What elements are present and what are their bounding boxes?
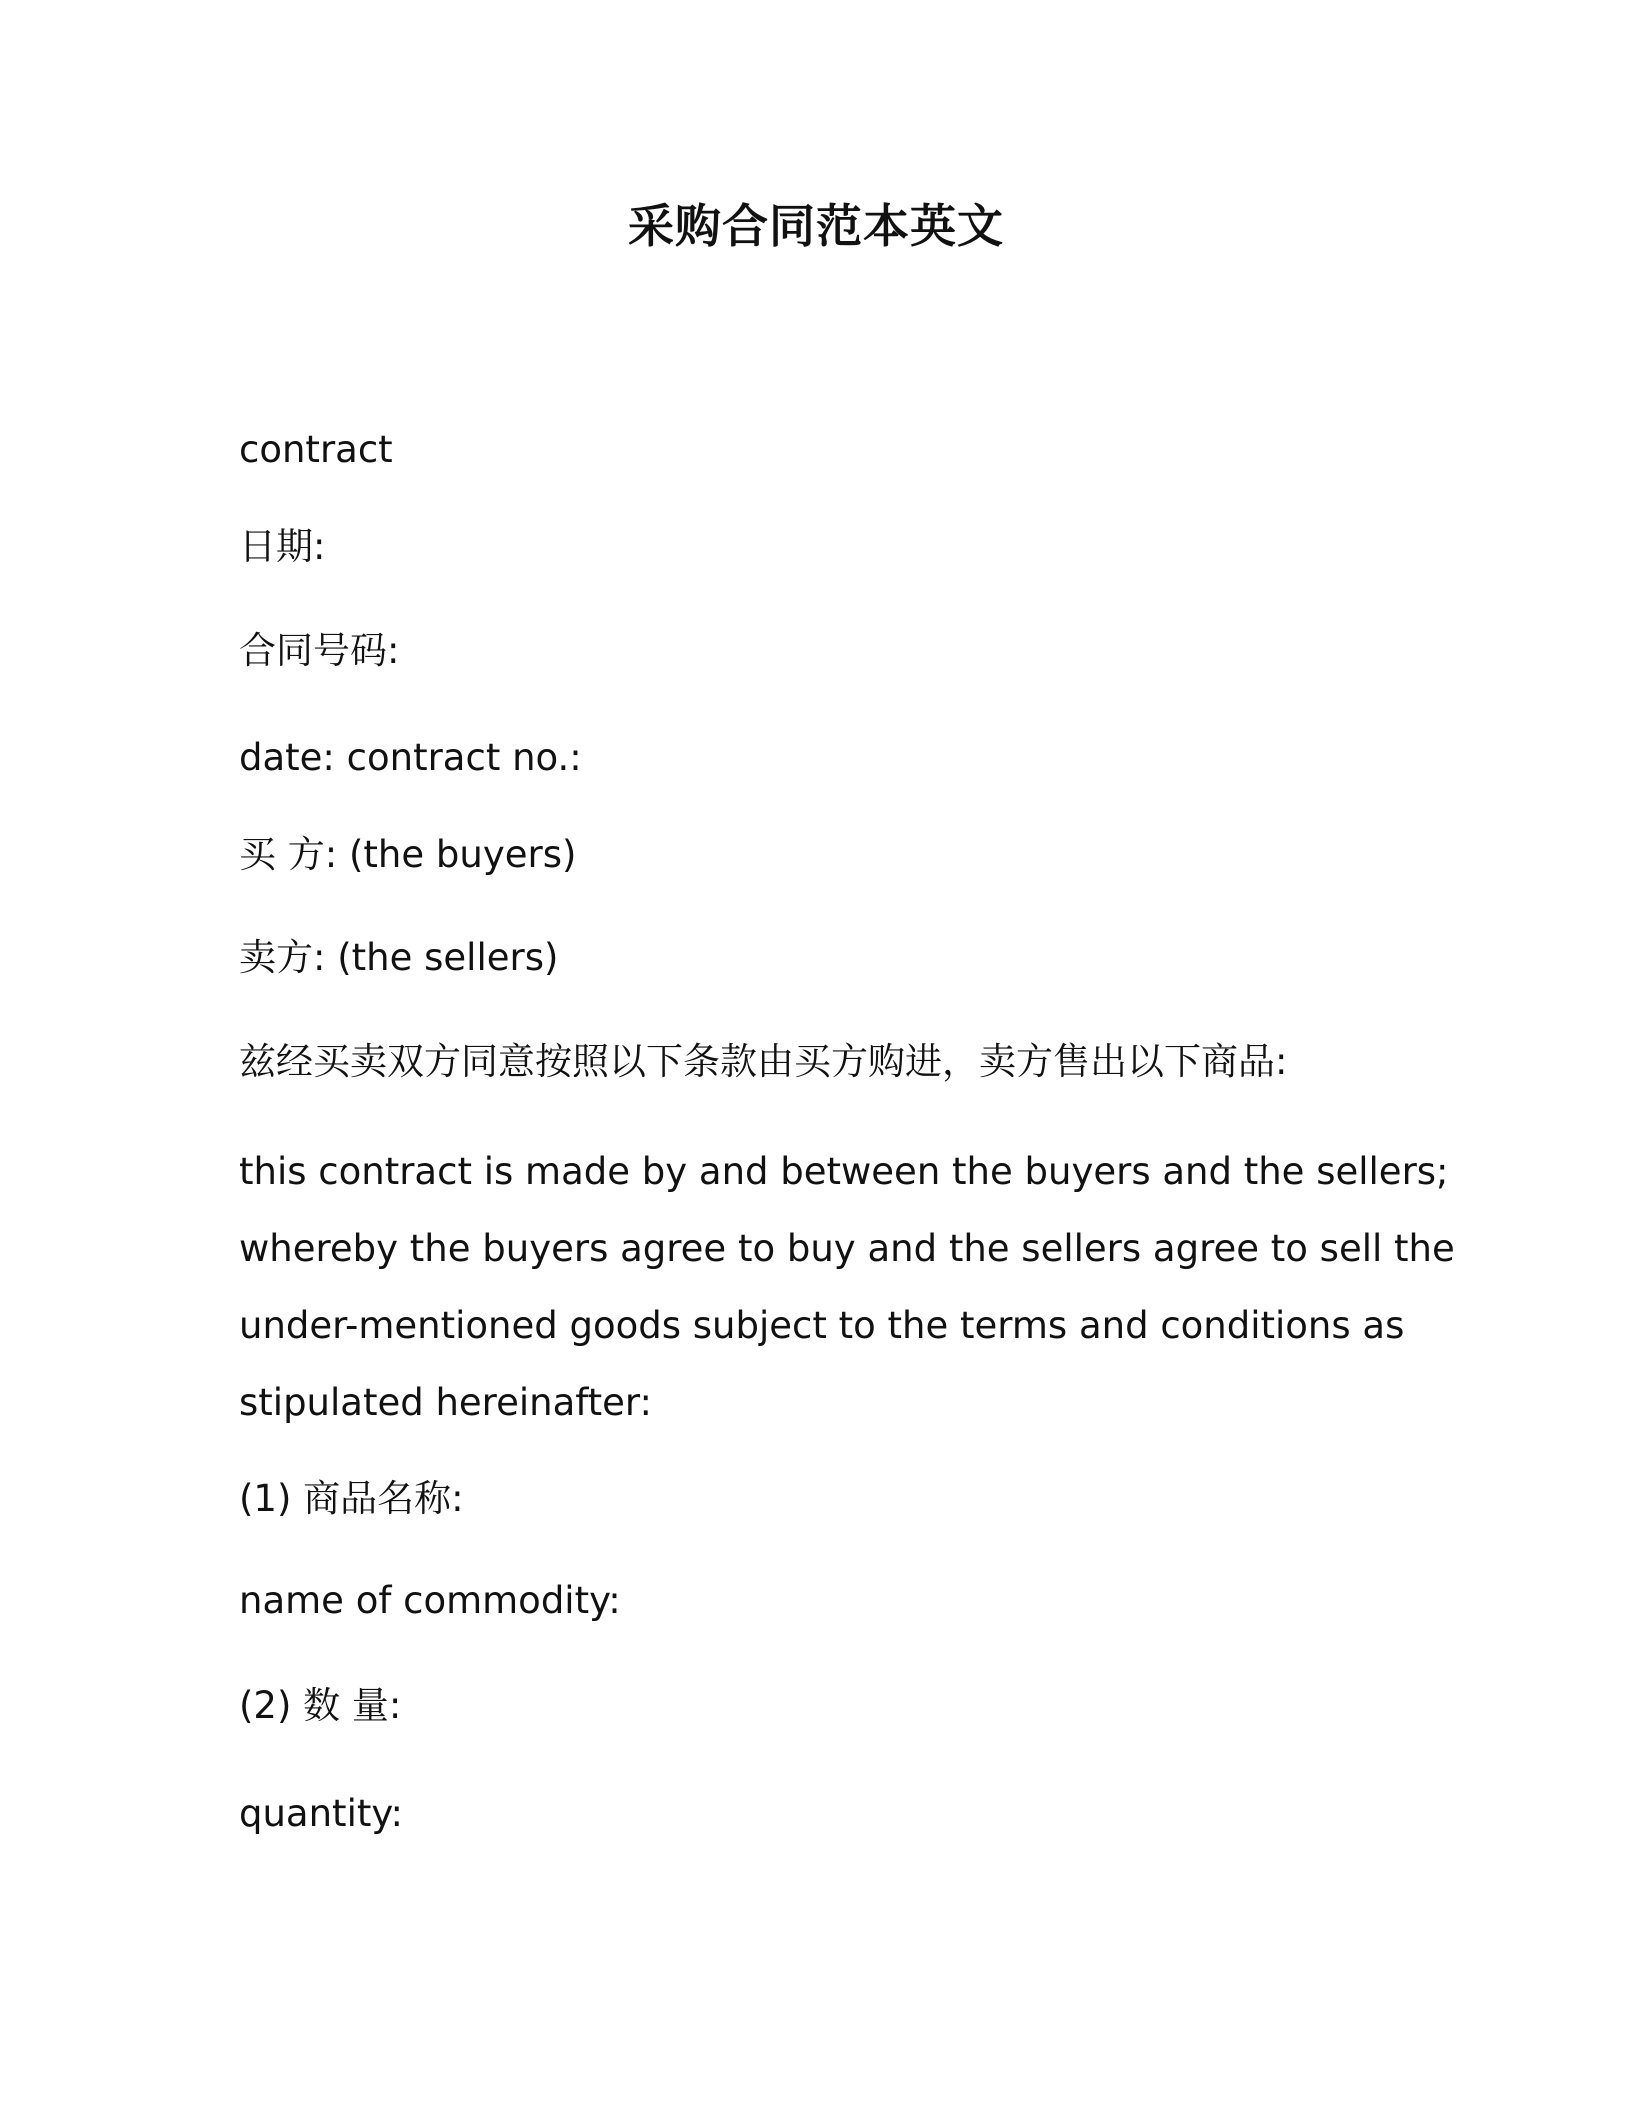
quantity-label-cn: (2) 数 量: [239, 1684, 402, 1727]
agreement-statement-cn: 兹经买卖双方同意按照以下条款由买方购进，卖方售出以下商品: [239, 1040, 1288, 1083]
quantity-label-en: quantity: [239, 1792, 404, 1835]
contract-paragraph-en [239, 1133, 1455, 1441]
paragraph-line: whereby the buyers agree to buy and the sellers agree to sell the [239, 1227, 1455, 1270]
commodity-name-label-cn: (1) 商品名称: [239, 1477, 464, 1520]
buyers-label: 买 方: (the buyers) [239, 833, 577, 876]
sellers-label: 卖方: (the sellers) [239, 936, 559, 979]
contract-heading: contract [239, 428, 393, 471]
commodity-name-label-en: name of commodity: [239, 1579, 621, 1622]
paragraph-line: under-mentioned goods subject to the terms and conditions as [239, 1304, 1405, 1347]
paragraph-line: this contract is made by and between the buyers and the sellers; [239, 1150, 1449, 1193]
page-title: 采购合同范本英文 [628, 199, 1004, 253]
paragraph-line: stipulated hereinafter: [239, 1381, 652, 1424]
date-label-cn: 日期: [239, 525, 326, 568]
date-contract-no-label: date: contract no.: [239, 736, 582, 779]
contract-number-label-cn: 合同号码: [239, 629, 400, 672]
